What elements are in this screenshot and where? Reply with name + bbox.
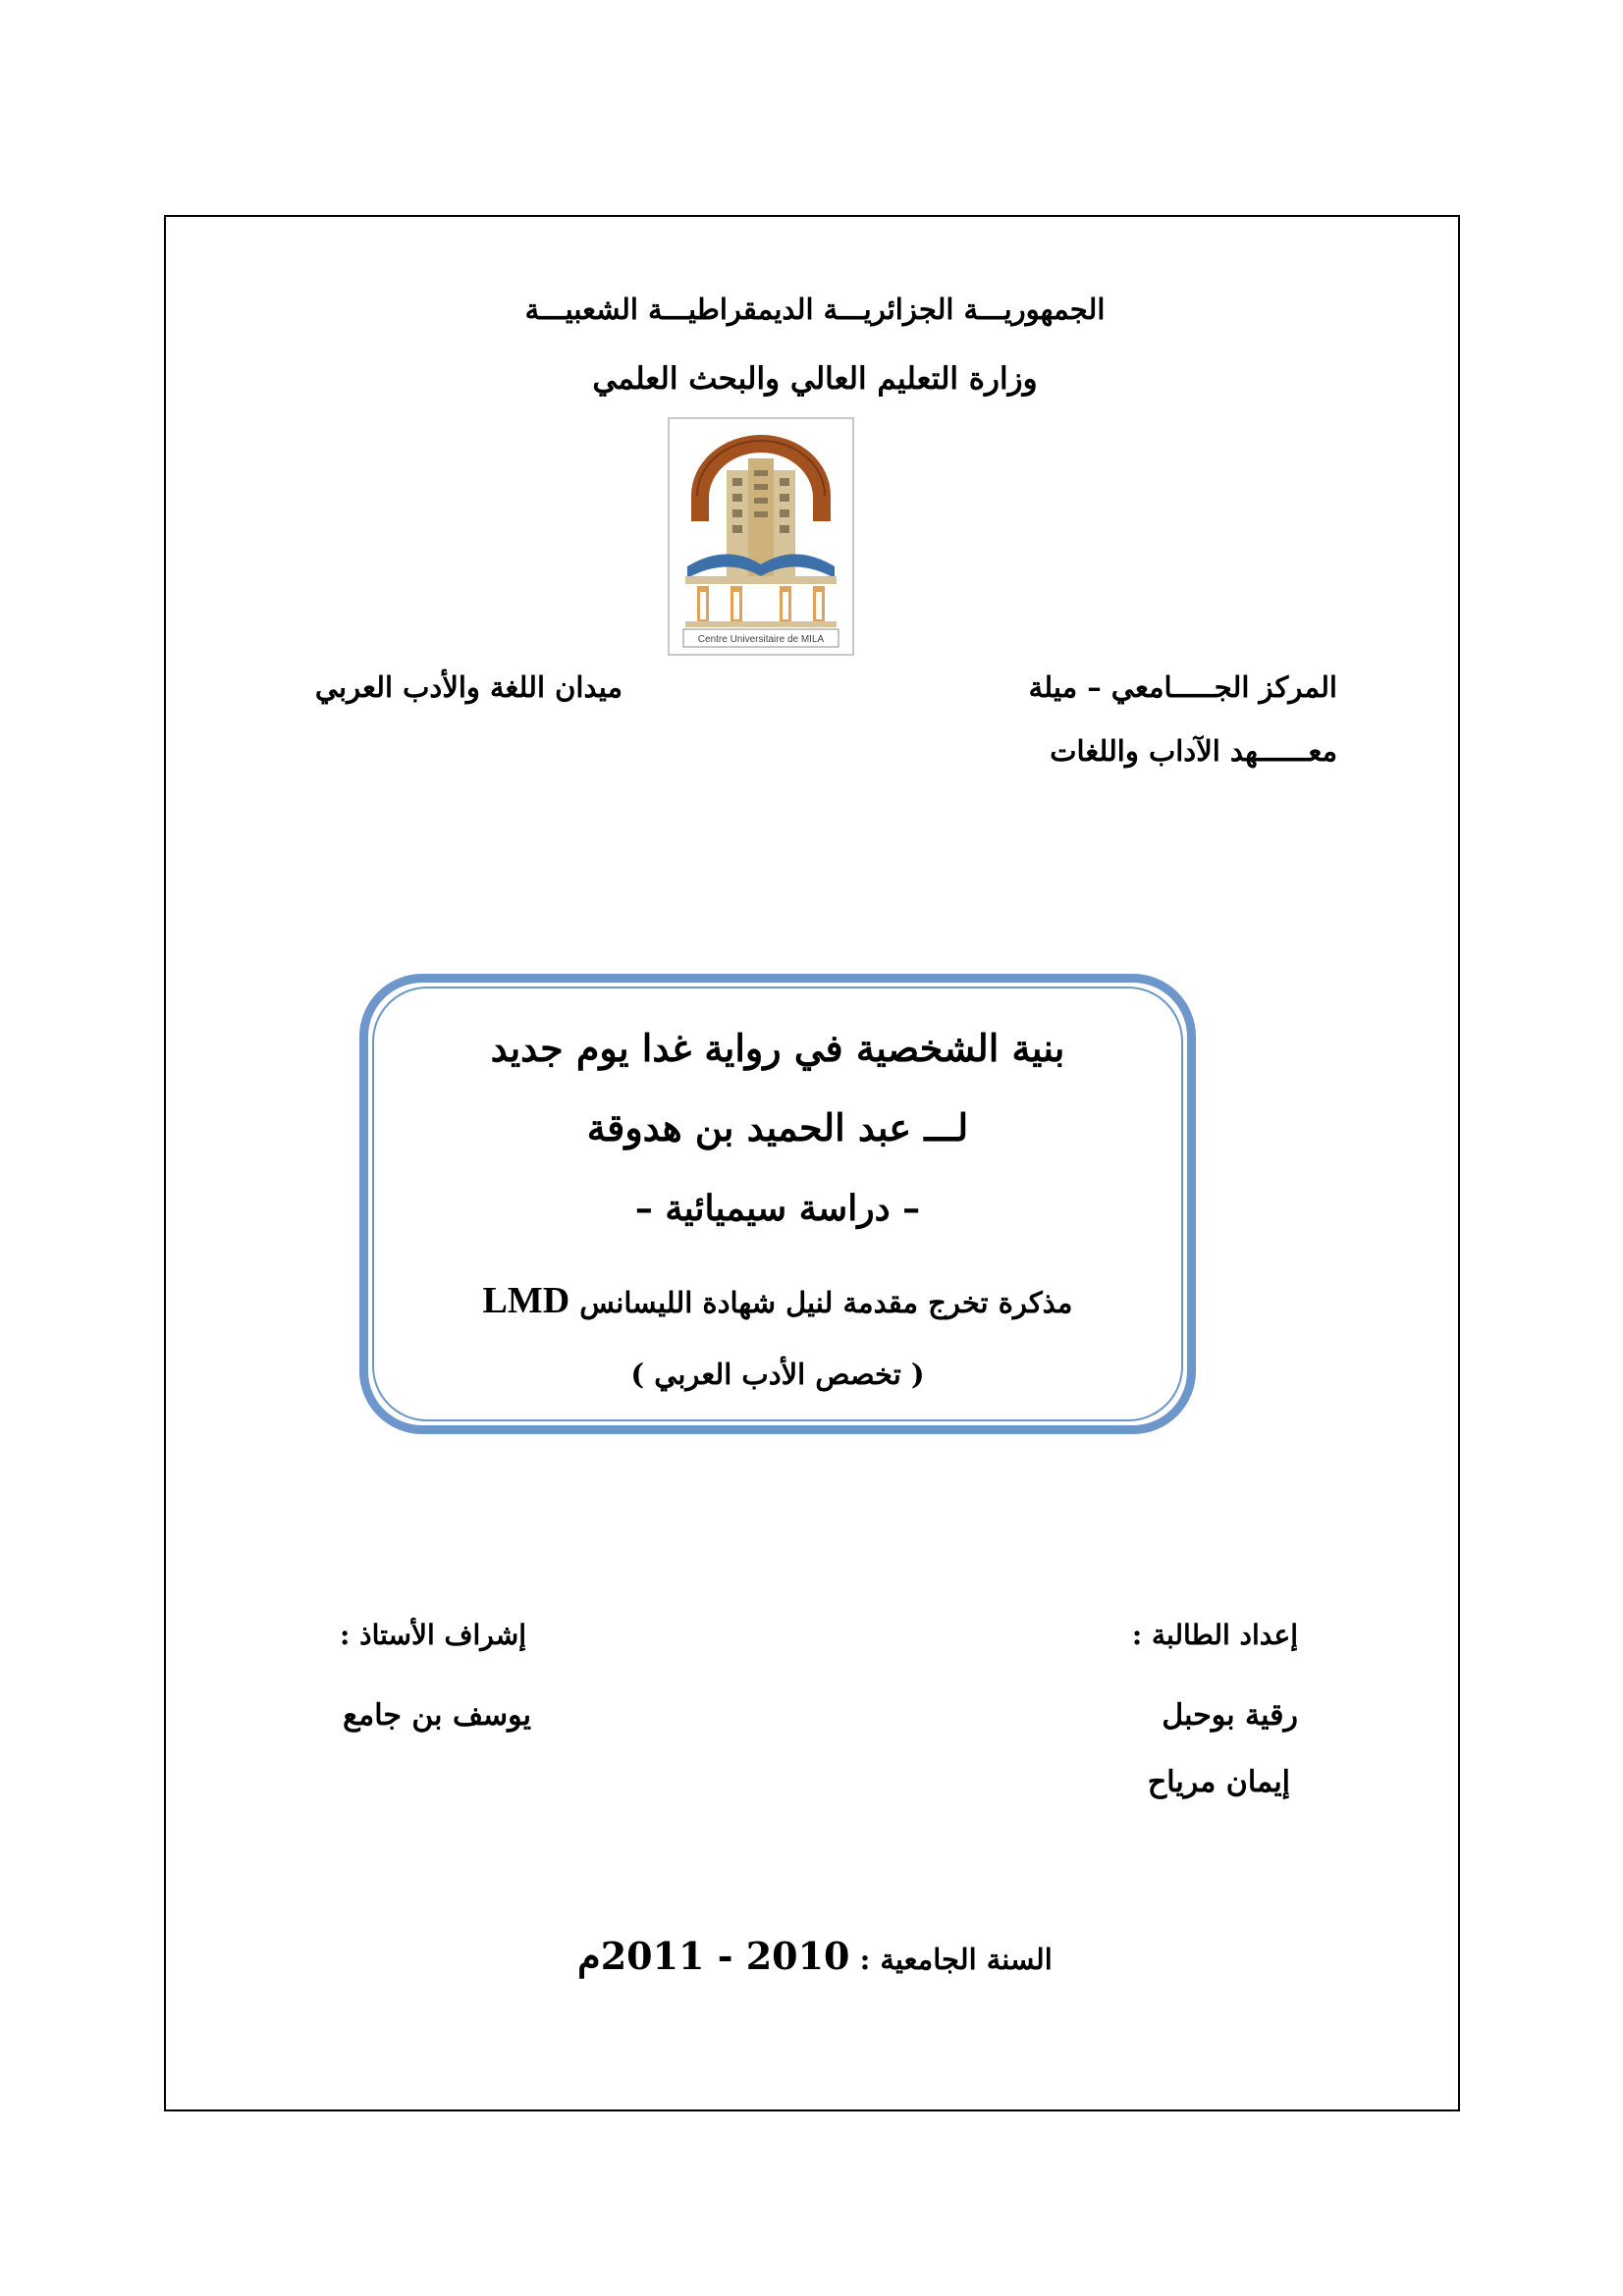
- thesis-title: بنية الشخصية في رواية غدا يوم جديد: [490, 1026, 1065, 1070]
- field-name: ميدان اللغة والأدب العربي: [314, 670, 622, 704]
- degree-text: مذكرة تخرج مقدمة لنيل شهادة الليسانس: [579, 1286, 1073, 1319]
- thesis-degree-line: [359, 1279, 1196, 1322]
- student-name: رقية بوحبل: [1162, 1698, 1298, 1733]
- academic-year-value: 2010 - 2011م: [577, 1934, 850, 1978]
- supervisor-label: إشراف الأستاذ :: [340, 1619, 526, 1651]
- supervisor-name: يوسف بن جامع: [343, 1698, 531, 1733]
- republic-heading: الجمهوريـــة الجزائريـــة الديمقراطيـــة الشعبيـــة: [524, 293, 1106, 326]
- student-name: إيمان مرياح: [1147, 1765, 1290, 1799]
- academic-year-label: السنة الجامعية :: [859, 1943, 1053, 1976]
- degree-abbreviation: LMD: [482, 1280, 570, 1321]
- thesis-specialization: ( تخصص الأدب العربي ): [630, 1358, 925, 1391]
- logo-caption: Centre Universitaire de MILA: [697, 634, 825, 645]
- university-center: المركز الجـــــامعي – ميلة: [1028, 670, 1337, 704]
- students-label: إعداد الطالبة :: [1131, 1619, 1298, 1651]
- ministry-heading: وزارة التعليم العالي والبحث العلمي: [592, 361, 1038, 397]
- academic-year: [422, 1934, 1208, 1978]
- thesis-study-type: – دراسة سيميائية –: [634, 1188, 921, 1229]
- thesis-author: لـــ عبد الحميد بن هدوقة: [586, 1105, 969, 1149]
- institute-name: معــــــهد الآداب واللغات: [1050, 734, 1337, 768]
- university-logo: [668, 417, 854, 656]
